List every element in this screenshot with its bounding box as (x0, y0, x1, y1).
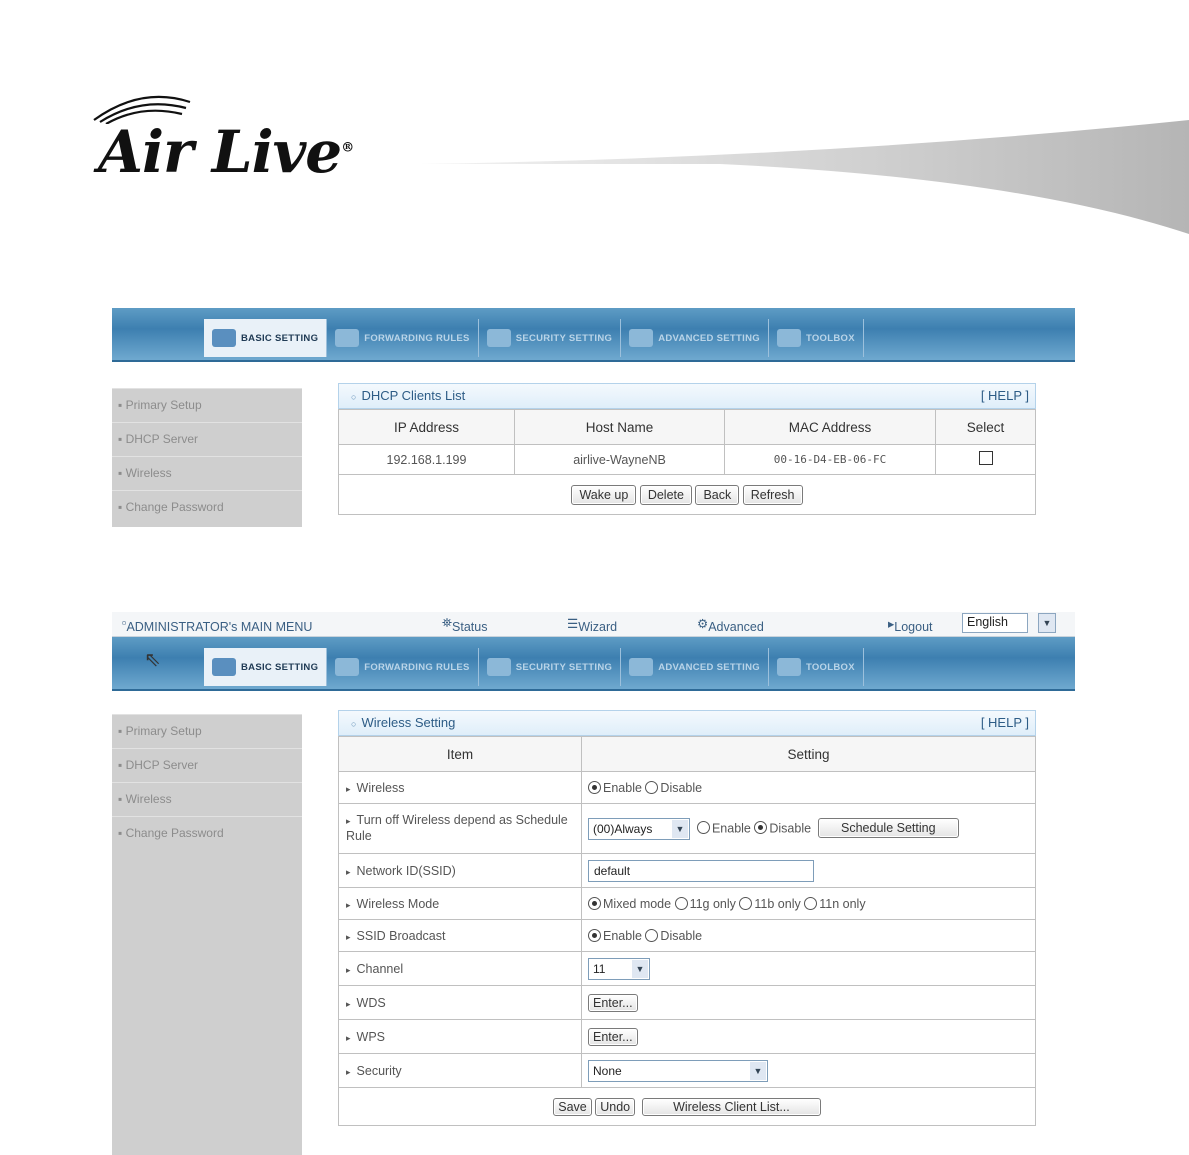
mode-11b-radio[interactable] (739, 897, 752, 910)
mode-11b-label: 11b only (754, 896, 801, 911)
wireless-label: ▸ Wireless (339, 772, 582, 804)
panel-title: ○ Wireless Setting (351, 711, 455, 736)
row-channel (339, 952, 1036, 986)
advanced-link[interactable]: ⚙ Advanced (697, 617, 764, 634)
wireless-enable-label: Enable (603, 780, 642, 795)
chevron-down-icon[interactable]: ▼ (1038, 613, 1056, 633)
col-select: Select (936, 410, 1036, 445)
table-row (339, 445, 1036, 475)
forwarding-icon (335, 329, 359, 347)
row-actions (339, 1088, 1036, 1126)
mode-11n-label: 11n only (819, 896, 866, 911)
sidebar-item-primary-setup[interactable]: ▪ Primary Setup (112, 388, 302, 422)
row-wps (339, 1020, 1036, 1054)
tab-security-setting[interactable]: SECURITY SETTING (479, 319, 621, 357)
wps-label: ▸ WPS (339, 1020, 582, 1054)
channel-select[interactable]: 11 ▼ (588, 958, 650, 980)
tab-advanced-setting[interactable]: ADVANCED SETTING (621, 648, 769, 686)
mode-11g-radio[interactable] (675, 897, 688, 910)
client-select-checkbox[interactable] (979, 451, 993, 465)
back-button[interactable]: Back (695, 485, 739, 505)
forwarding-icon (335, 658, 359, 676)
row-wireless (339, 772, 1036, 804)
dhcp-clients-screenshot (112, 308, 1075, 527)
mode-label: ▸ Wireless Mode (339, 888, 582, 920)
row-security (339, 1054, 1036, 1088)
broadcast-disable-radio[interactable] (645, 929, 658, 942)
main-nav (112, 637, 1075, 691)
main-nav (112, 308, 1075, 362)
wake-up-button[interactable]: Wake up (571, 485, 636, 505)
security-label: ▸ Security (339, 1054, 582, 1088)
panel-title: ○ DHCP Clients List (351, 384, 465, 409)
language-select[interactable]: English (962, 613, 1028, 633)
schedule-setting-button[interactable]: Schedule Setting (818, 818, 959, 838)
tab-forwarding-rules[interactable]: FORWARDING RULES (327, 319, 478, 357)
security-select[interactable]: None ▼ (588, 1060, 768, 1082)
chevron-down-icon: ▼ (632, 960, 648, 978)
panel-header (338, 383, 1036, 409)
sidebar-item-primary-setup[interactable]: ▪ Primary Setup (112, 714, 302, 748)
admin-top-menu (112, 612, 1075, 637)
refresh-button[interactable]: Refresh (743, 485, 803, 505)
row-schedule (339, 804, 1036, 854)
col-ip: IP Address (339, 410, 515, 445)
col-mac: MAC Address (725, 410, 936, 445)
row-broadcast (339, 920, 1036, 952)
wizard-link[interactable]: ☰ Wizard (567, 617, 618, 634)
basic-setting-icon (212, 329, 236, 347)
advanced-icon (629, 658, 653, 676)
brand-name: Air Live® (98, 118, 354, 186)
schedule-disable-label: Disable (769, 820, 812, 835)
wireless-panel (338, 710, 1036, 1126)
tab-toolbox[interactable]: TOOLBOX (769, 648, 864, 686)
admin-menu-title: ▫ ADMINISTRATOR's MAIN MENU (122, 616, 313, 634)
tab-toolbox[interactable]: TOOLBOX (769, 319, 864, 357)
sidebar-item-dhcp-server[interactable]: ▪ DHCP Server (112, 748, 302, 782)
broadcast-enable-radio[interactable] (588, 929, 601, 942)
col-item: Item (339, 737, 582, 772)
row-wds (339, 986, 1036, 1020)
dhcp-table (338, 409, 1036, 515)
undo-button[interactable]: Undo (595, 1098, 635, 1116)
schedule-label: ▸ Turn off Wireless depend as Schedule Rule (339, 804, 582, 854)
col-host: Host Name (515, 410, 725, 445)
wps-enter-button[interactable]: Enter... (588, 1028, 638, 1046)
row-mode (339, 888, 1036, 920)
tab-advanced-setting[interactable]: ADVANCED SETTING (621, 319, 769, 357)
mode-mixed-label: Mixed mode (603, 896, 672, 911)
airlive-logo (80, 90, 400, 200)
client-host: airlive-WayneNB (515, 445, 725, 475)
sidebar-item-change-password[interactable]: ▪ Change Password (112, 816, 302, 850)
tab-basic-setting[interactable]: BASIC SETTING (204, 319, 327, 357)
channel-label: ▸ Channel (339, 952, 582, 986)
broadcast-disable-label: Disable (660, 928, 703, 943)
save-button[interactable]: Save (553, 1098, 592, 1116)
sidebar-item-dhcp-server[interactable]: ▪ DHCP Server (112, 422, 302, 456)
advanced-icon (629, 329, 653, 347)
mode-11n-radio[interactable] (804, 897, 817, 910)
ssid-label: ▸ Network ID(SSID) (339, 854, 582, 888)
wireless-client-list-button[interactable]: Wireless Client List... (642, 1098, 821, 1116)
mouse-cursor-icon: ⇖ (144, 649, 161, 671)
tab-basic-setting[interactable]: BASIC SETTING (204, 648, 327, 686)
status-link[interactable]: ⛯ Status (442, 616, 488, 634)
chevron-down-icon: ▼ (750, 1062, 766, 1080)
sidebar-item-wireless[interactable]: ▪ Wireless (112, 456, 302, 490)
toolbox-icon (777, 329, 801, 347)
mode-mixed-radio[interactable] (588, 897, 601, 910)
security-icon (487, 658, 511, 676)
client-mac: 00-16-D4-EB-06-FC (725, 445, 936, 475)
row-ssid (339, 854, 1036, 888)
security-icon (487, 329, 511, 347)
schedule-rule-select[interactable]: (00)Always ▼ (588, 818, 690, 840)
panel-header (338, 710, 1036, 736)
toolbox-icon (777, 658, 801, 676)
tab-security-setting[interactable]: SECURITY SETTING (479, 648, 621, 686)
schedule-disable-radio[interactable] (754, 821, 767, 834)
schedule-enable-radio[interactable] (697, 821, 710, 834)
broadcast-enable-label: Enable (603, 928, 642, 943)
wireless-disable-label: Disable (660, 780, 703, 795)
help-link[interactable]: [ HELP ] (980, 388, 1029, 403)
col-setting: Setting (582, 737, 1036, 772)
wds-enter-button[interactable]: Enter... (588, 994, 638, 1012)
broadcast-label: ▸ SSID Broadcast (339, 920, 582, 952)
sidebar-item-wireless[interactable]: ▪ Wireless (112, 782, 302, 816)
sidebar-item-change-password[interactable]: ▪ Change Password (112, 490, 302, 524)
wireless-table (338, 736, 1036, 1126)
help-link[interactable]: [ HELP ] (980, 715, 1029, 730)
logout-link[interactable]: ▸ Logout (888, 617, 933, 634)
dhcp-actions (339, 475, 1036, 515)
sidebar (112, 714, 302, 1155)
chevron-down-icon: ▼ (672, 820, 688, 838)
basic-setting-icon (212, 658, 236, 676)
client-ip: 192.168.1.199 (339, 445, 515, 475)
wireless-disable-radio[interactable] (645, 781, 658, 794)
wds-label: ▸ WDS (339, 986, 582, 1020)
wireless-enable-radio[interactable] (588, 781, 601, 794)
schedule-enable-label: Enable (711, 820, 751, 835)
delete-button[interactable]: Delete (640, 485, 692, 505)
dhcp-panel (338, 383, 1036, 515)
header-swoosh (420, 118, 1189, 238)
sidebar (112, 388, 302, 527)
tab-forwarding-rules[interactable]: FORWARDING RULES (327, 648, 478, 686)
mode-11g-label: 11g only (689, 896, 736, 911)
ssid-input[interactable]: default (588, 860, 814, 882)
wireless-setting-screenshot (112, 612, 1075, 1155)
